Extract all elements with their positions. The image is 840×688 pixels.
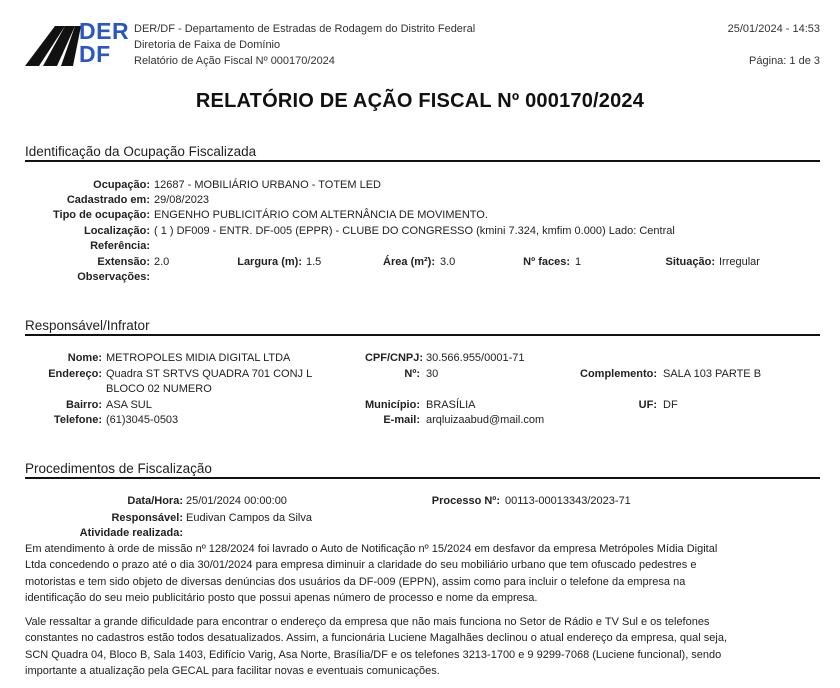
page-indicator: Página: 1 de 3 [749, 55, 820, 67]
situacao-label: Situação: [665, 256, 715, 268]
paragraph-line: SCN Quadra 04, Bloco B, Sala 1403, Edifício Varig, Asa Norte, Brasília/DF e os telefones 3213-1700 e 9 9299-7068 (Luciene funcional), sendo [25, 648, 722, 661]
data-hora-label: Data/Hora: [127, 495, 183, 507]
localizacao-label: Localização: [83, 225, 150, 237]
email-value: arqluizaabud@mail.com [426, 414, 545, 426]
org-name: DER/DF - Departamento de Estradas de Rodagem do Distrito Federal [134, 23, 476, 35]
numero-value: 30 [426, 368, 439, 380]
tipo-ocupacao-value: ENGENHO PUBLICITÁRIO COM ALTERNÂNCIA DE MOVIMENTO. [154, 209, 488, 221]
municipio-value: BRASÍLIA [426, 399, 476, 411]
area-value: 3.0 [440, 256, 456, 268]
telefone-label: Telefone: [53, 414, 102, 426]
paragraph-line: importante a atualização pela GECAL para facilitar novas e eventuais comunicações. [25, 664, 440, 677]
endereco-line2: BLOCO 02 NUMERO [106, 383, 212, 395]
responsavel-fiscal-value: Eudivan Campos da Silva [186, 512, 312, 524]
email-label: E-mail: [383, 414, 420, 426]
extensao-label: Extensão: [97, 256, 150, 268]
data-hora-value: 25/01/2024 00:00:00 [186, 495, 287, 507]
section-title-identificacao: Identificação da Ocupação Fiscalizada [25, 144, 257, 159]
cadastrado-label: Cadastrado em: [66, 194, 150, 206]
processo-value: 00113-00013343/2023-71 [505, 495, 631, 507]
bairro-value: ASA SUL [106, 399, 152, 411]
largura-value: 1.5 [306, 256, 322, 268]
paragraph-line: identificação do seu meio publicitário posto que possui apenas número de processo e nome da empresa. [25, 591, 538, 604]
page-title: RELATÓRIO DE AÇÃO FISCAL Nº 000170/2024 [195, 90, 645, 112]
faces-value: 1 [575, 256, 582, 268]
cpf-cnpj-label: CPF/CNPJ: [364, 352, 423, 364]
telefone-value: (61)3045-0503 [106, 414, 179, 426]
paragraph-line: constantes no cadastros estão todos desatualizados. Assim, a funcionária Luciene Magalhães declinou o atual endereço da empresa, qual seja, [25, 632, 728, 645]
section-title-procedimentos: Procedimentos de Fiscalização [25, 461, 212, 476]
referencia-label: Referência: [90, 240, 150, 252]
org-department: Diretoria de Faixa de Domínio [134, 39, 281, 51]
largura-label: Largura (m): [237, 256, 302, 268]
processo-label: Processo Nº: [431, 495, 500, 507]
complemento-value: SALA 103 PARTE B [663, 368, 762, 380]
logo-text-der: DER [79, 18, 130, 44]
localizacao-value: ( 1 ) DF009 - ENTR. DF-005 (EPPR) - CLUBE DO CONGRESSO (kmini 7.324, kmfim 0.000) Lado: Central [154, 225, 675, 237]
observacoes-label: Observações: [77, 271, 150, 283]
section-divider [25, 160, 820, 162]
situacao-value: Irregular [719, 256, 760, 268]
section-divider [25, 334, 820, 336]
ocupacao-label: Ocupação: [93, 179, 150, 191]
bairro-label: Bairro: [65, 399, 102, 411]
section-title-responsavel: Responsável/Infrator [25, 318, 150, 333]
der-df-logo [25, 18, 130, 68]
report-reference: Relatório de Ação Fiscal Nº 000170/2024 [134, 55, 335, 67]
faces-label: Nº faces: [523, 256, 570, 268]
municipio-label: Município: [365, 399, 420, 411]
area-label: Área (m²): [383, 256, 435, 268]
paragraph-line: Em atendimento à orde de missão nº 128/2024 foi lavrado o Auto de Notificação nº 15/2024 em desfavor da empresa Metrópoles Mídia Digital [25, 543, 718, 555]
report-datetime: 25/01/2024 - 14:53 [727, 23, 820, 35]
logo-text-df: DF [79, 41, 111, 67]
extensao-value: 2.0 [154, 256, 170, 268]
tipo-ocupacao-label: Tipo de ocupação: [53, 209, 150, 221]
complemento-label: Complemento: [580, 368, 657, 380]
nome-value: METROPOLES MIDIA DIGITAL LTDA [106, 352, 291, 364]
uf-value: DF [663, 399, 678, 411]
cpf-cnpj-value: 30.566.955/0001-71 [426, 352, 525, 364]
ocupacao-value: 12687 - MOBILIÁRIO URBANO - TOTEM LED [154, 179, 381, 191]
paragraph-line: motoristas e tem sido objeto de diversas denúncias dos usuários da DF-009 (EPPN), assim como para incluir o telefone da empresa na [25, 575, 686, 588]
atividade-paragraph-2 [25, 614, 821, 679]
nome-label: Nome: [67, 352, 102, 364]
section-divider [25, 477, 820, 479]
numero-label: Nº: [404, 368, 420, 380]
atividade-label: Atividade realizada: [79, 527, 183, 539]
cadastrado-value: 29/08/2023 [154, 194, 210, 206]
paragraph-line: Vale ressaltar a grande dificuldade para encontrar o endereço da empresa que não mais funciona no Setor de Rádio e TV Sul e os telefones [25, 616, 710, 628]
uf-label: UF: [638, 399, 657, 411]
endereco-line1: Quadra ST SRTVS QUADRA 701 CONJ L [106, 368, 313, 380]
paragraph-line: Ltda concedendo o prazo até o dia 30/01/2024 para empresa diminuir a claridade do seu mobiliário urbano que tem ofuscado pedestres e [25, 559, 697, 572]
responsavel-fiscal-label: Responsável: [111, 512, 183, 524]
atividade-paragraph-1 [25, 541, 821, 606]
endereco-label: Endereço: [48, 368, 102, 380]
